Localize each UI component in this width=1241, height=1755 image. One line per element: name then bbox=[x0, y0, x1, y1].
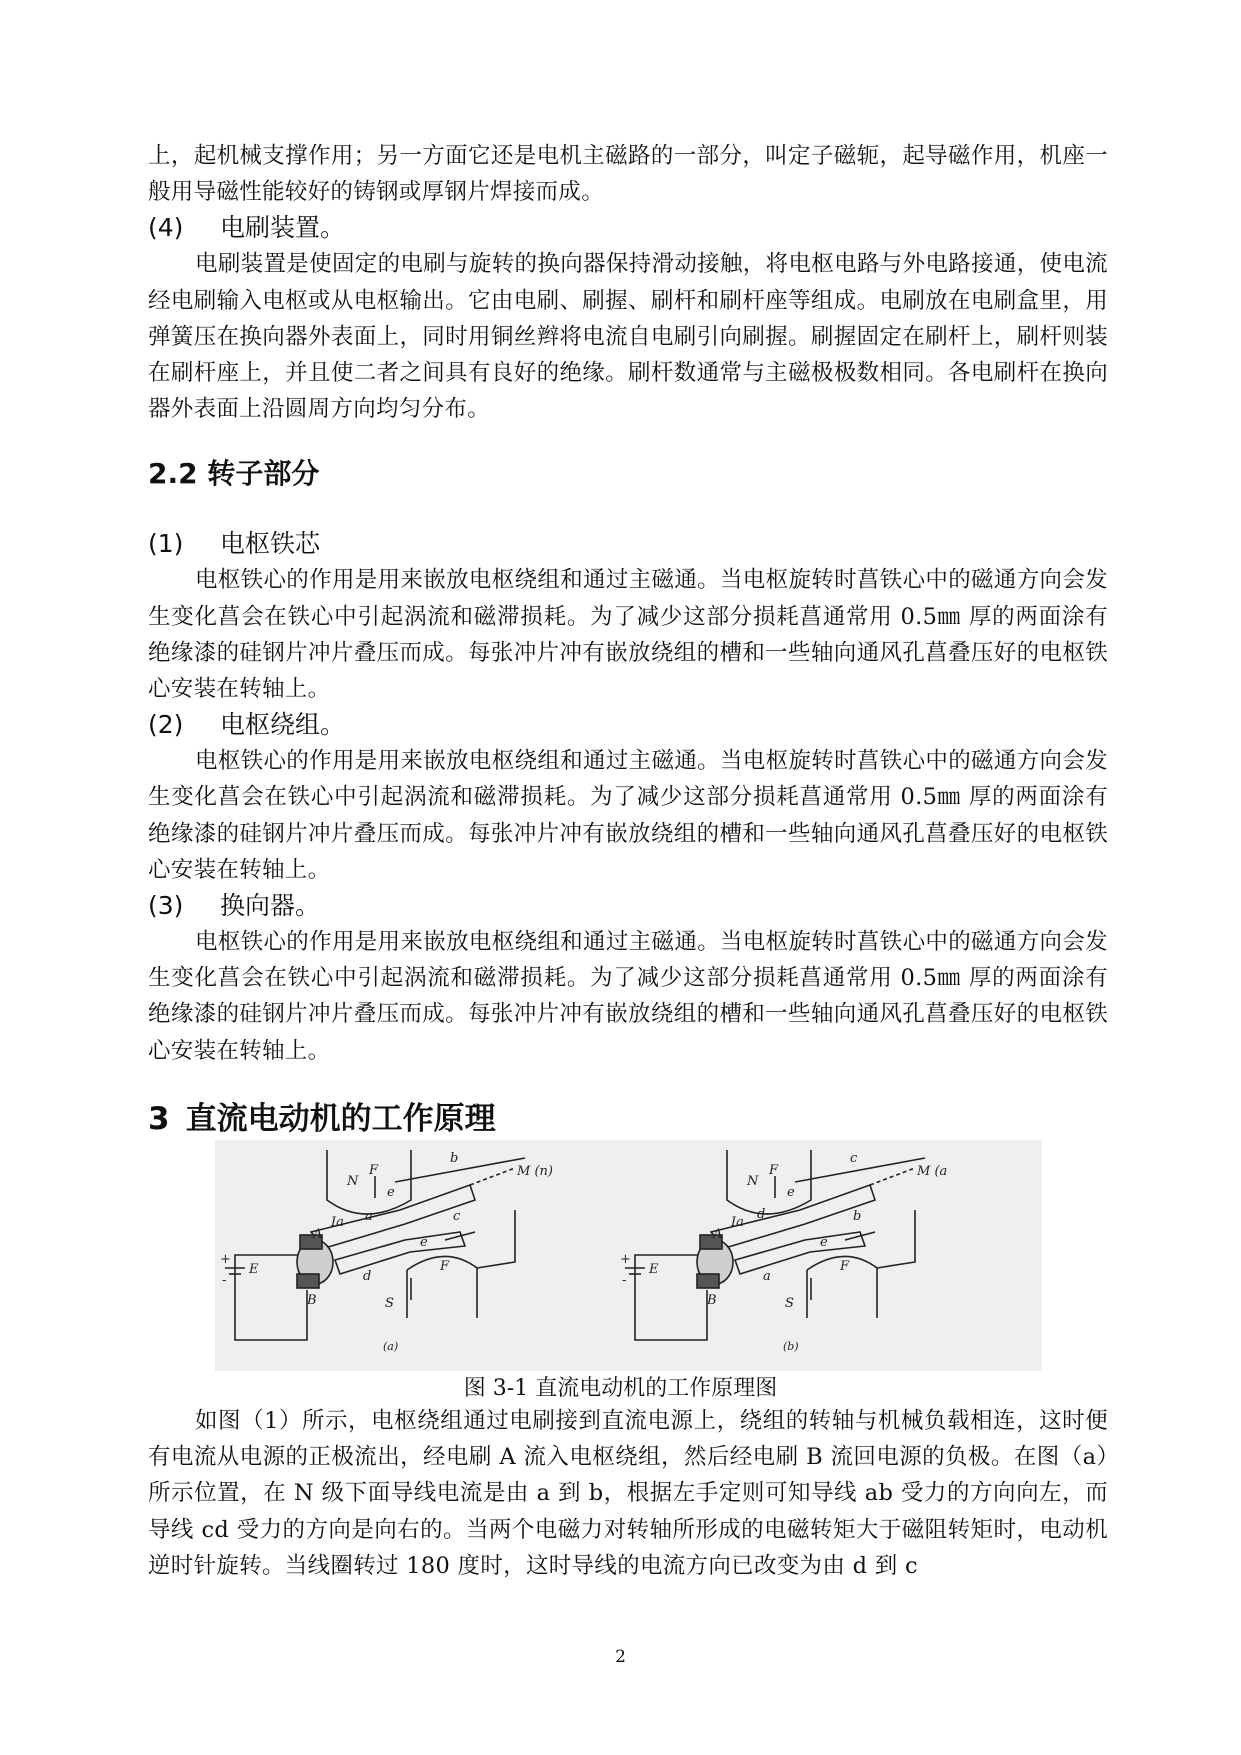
principle-paragraph: 如图（1）所示，电枢绕组通过电刷接到直流电源上，绕组的转轴与机械负载相连，这时便有电流从电源的正极流出，经电刷 A 流入电枢绕组，然后经电刷 B 流回电源的负极。在图（a）所示位置，在 N 级下面导线电流是由 a 到 b，根据左手定则可知导线 ab 受力的方向向左，而导线 cd 受力的方向是向右的。当两个电磁力对转轴所形成的电磁转矩大于磁阻转矩时，电动机逆时针旋转。当线圈转过 180 度时，这时导线的电流方向已改变为由 d 到 c bbox=[148, 1408, 1108, 1579]
diagram-a bbox=[225, 1150, 525, 1340]
label-b-brush: B bbox=[707, 1293, 717, 1308]
label-n: N bbox=[347, 1174, 359, 1189]
label-a: a bbox=[365, 1209, 373, 1224]
label-c: c bbox=[453, 1209, 461, 1224]
label-s: S bbox=[785, 1296, 794, 1311]
armature-core-paragraph: 电枢铁心的作用是用来嵌放电枢绕组和通过主磁通。当电枢旋转时菖铁心中的磁通方向会发生变化菖会在铁心中引起涡流和磁滞损耗。为了减少这部分损耗菖通常用 0.5㎜ 厚的两面涂有绝缘漆的硅钢片冲片叠压而成。每张冲片冲有嵌放绕组的槽和一些轴向通风孔菖叠压好的电枢铁心安装在转轴上。 bbox=[148, 567, 1108, 703]
pole-frame bbox=[477, 1210, 515, 1268]
section-heading-rotor: 2.2 转子部分 bbox=[148, 457, 320, 491]
commutator-paragraph: 电枢铁心的作用是用来嵌放电枢绕组和通过主磁通。当电枢旋转时菖铁心中的磁通方向会发生变化菖会在铁心中引起涡流和磁滞损耗。为了减少这部分损耗菖通常用 0.5㎜ 厚的两面涂有绝缘漆的硅钢片冲片叠压而成。每张冲片冲有嵌放绕组的槽和一些轴向通风孔菖叠压好的电枢铁心安装在转轴上。 bbox=[148, 929, 1108, 1064]
page-content-bottom bbox=[148, 1403, 1108, 1584]
item-title: 换向器。 bbox=[220, 891, 321, 921]
frame-paragraph: 上，起机械支撑作用；另一方面它还是电机主磁路的一部分，叫定子磁轭，起导磁作用，机座一般用导磁性能较好的铸钢或厚钢片焊接而成。 bbox=[148, 143, 1108, 206]
label-e2: e bbox=[820, 1235, 828, 1250]
diagram-b-labels bbox=[620, 1151, 947, 1353]
label-f2: F bbox=[440, 1259, 450, 1274]
label-m: M (n) bbox=[517, 1164, 553, 1179]
diagram-a-labels bbox=[220, 1151, 553, 1353]
label-c: c bbox=[850, 1151, 858, 1166]
item-number: (3) bbox=[148, 891, 184, 921]
pole-frame bbox=[877, 1210, 915, 1268]
label-b: b bbox=[853, 1209, 862, 1224]
label-ia: Ia bbox=[731, 1215, 744, 1230]
label-plus: + bbox=[620, 1252, 631, 1267]
label-d: d bbox=[363, 1269, 372, 1284]
item-heading-commutator bbox=[148, 888, 1108, 924]
armature-winding-paragraph: 电枢铁心的作用是用来嵌放电枢绕组和通过主磁通。当电枢旋转时菖铁心中的磁通方向会发生变化菖会在铁心中引起涡流和磁滞损耗。为了减少这部分损耗菖通常用 0.5㎜ 厚的两面涂有绝缘漆的硅钢片冲片叠压而成。每张冲片冲有嵌放绕组的槽和一些轴向通风孔菖叠压好的电枢铁心安装在转轴上。 bbox=[148, 748, 1108, 883]
label-minus: - bbox=[222, 1273, 227, 1288]
item-number: (4) bbox=[148, 213, 184, 243]
label-a: a bbox=[763, 1269, 771, 1284]
item-number: (1) bbox=[148, 529, 184, 559]
label-m: M (a bbox=[917, 1164, 948, 1179]
item-heading-armature-winding bbox=[148, 707, 1108, 743]
page-content bbox=[148, 138, 1108, 1141]
item-title: 电枢绕组。 bbox=[220, 710, 346, 740]
label-e: E bbox=[249, 1262, 259, 1277]
label-e2: e bbox=[420, 1235, 428, 1250]
chapter-number: 3 bbox=[148, 1100, 170, 1137]
brush-b bbox=[297, 1274, 319, 1288]
page-number: 2 bbox=[615, 1647, 626, 1667]
label-b-brush: B bbox=[307, 1293, 317, 1308]
sublabel-b: (b) bbox=[783, 1340, 799, 1353]
label-a-brush: A bbox=[313, 1227, 323, 1242]
label-a-brush: A bbox=[713, 1227, 723, 1242]
label-f2: F bbox=[840, 1259, 850, 1274]
chapter-title: 直流电动机的工作原理 bbox=[185, 1100, 496, 1137]
item-heading-brush bbox=[148, 210, 1108, 246]
label-b: b bbox=[450, 1151, 459, 1166]
label-ia: Ia bbox=[331, 1215, 344, 1230]
label-f1: F bbox=[369, 1163, 379, 1178]
label-e: E bbox=[649, 1262, 659, 1277]
brush-paragraph: 电刷装置是使固定的电刷与旋转的换向器保持滑动接触，将电枢电路与外电路接通，使电流经电刷输入电枢或从电枢输出。它由电刷、刷握、刷杆和刷杆座等组成。电刷放在电刷盒里，用弹簧压在换向器外表面上，同时用铜丝辫将电流自电刷引向刷握。刷握固定在刷杆上，刷杆则装在刷杆座上，并且使二者之间具有良好的绝缘。刷杆数通常与主磁极极数相同。各电刷杆在换向器外表面上沿圆周方向均匀分布。 bbox=[148, 251, 1108, 423]
label-minus: - bbox=[622, 1273, 627, 1288]
motor-principle-figure bbox=[215, 1140, 1042, 1371]
sublabel-a: (a) bbox=[383, 1340, 399, 1353]
chapter-heading bbox=[148, 1097, 1108, 1141]
item-title: 电刷装置。 bbox=[220, 213, 346, 243]
label-s: S bbox=[385, 1296, 394, 1311]
item-number: (2) bbox=[148, 710, 184, 740]
figure-caption: 图 3-1 直流电动机的工作原理图 bbox=[463, 1376, 778, 1401]
label-d: d bbox=[757, 1207, 766, 1222]
brush-b bbox=[697, 1274, 719, 1288]
label-n: N bbox=[747, 1174, 759, 1189]
label-e1: e bbox=[387, 1185, 395, 1200]
item-heading-armature-core bbox=[148, 526, 1108, 562]
label-f1: F bbox=[769, 1163, 779, 1178]
label-e1: e bbox=[787, 1185, 795, 1200]
label-plus: + bbox=[220, 1252, 231, 1267]
diagram-b bbox=[625, 1150, 925, 1340]
item-title: 电枢铁芯 bbox=[220, 529, 321, 559]
